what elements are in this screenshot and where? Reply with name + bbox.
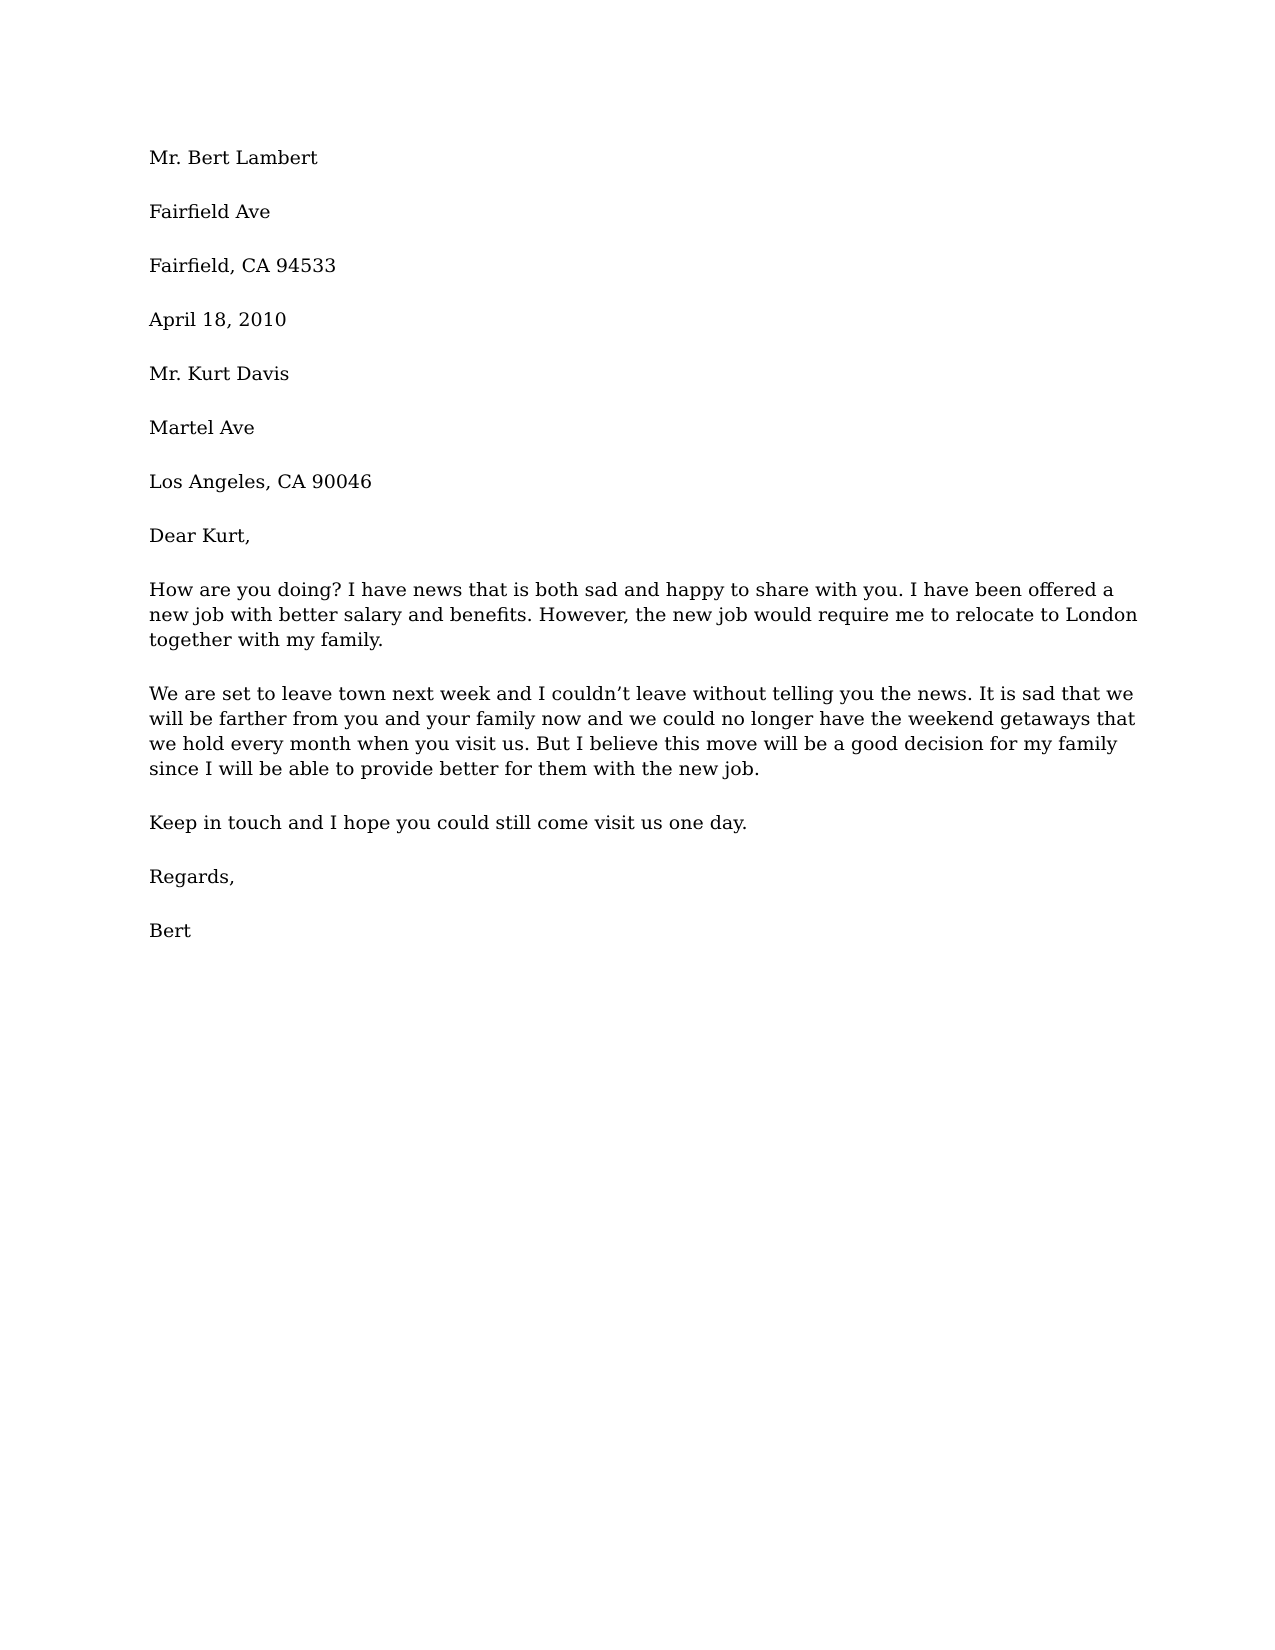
recipient-street: Martel Ave — [149, 417, 255, 439]
recipient-city-state-zip: Los Angeles, CA 90046 — [149, 471, 373, 493]
sender-street: Fairfield Ave — [149, 201, 271, 223]
recipient-name: Mr. Kurt Davis — [149, 363, 290, 385]
salutation: Dear Kurt, — [149, 525, 251, 547]
sender-name: Mr. Bert Lambert — [149, 147, 318, 169]
signature: Bert — [149, 920, 191, 942]
letter-date: April 18, 2010 — [149, 309, 287, 331]
closing: Regards, — [149, 866, 236, 888]
letter-body — [149, 146, 1139, 973]
body-paragraph-3: Keep in touch and I hope you could still come visit us one day. — [149, 812, 748, 834]
body-paragraph-1: How are you doing? I have news that is both sad and happy to share with you. I have been offered a new job with better salary and benefits. However, the new job would require me to relocate to London together with my family. — [149, 579, 1138, 651]
body-paragraph-2: We are set to leave town next week and I couldn’t leave without telling you the news. It is sad that we will be farther from you and your family now and we could no longer have the weekend getaways that we hold every month when you visit us. But I believe this move will be a good decision for my family since I will be able to provide better for them with the new job. — [149, 683, 1136, 780]
sender-city-state-zip: Fairfield, CA 94533 — [149, 255, 337, 277]
